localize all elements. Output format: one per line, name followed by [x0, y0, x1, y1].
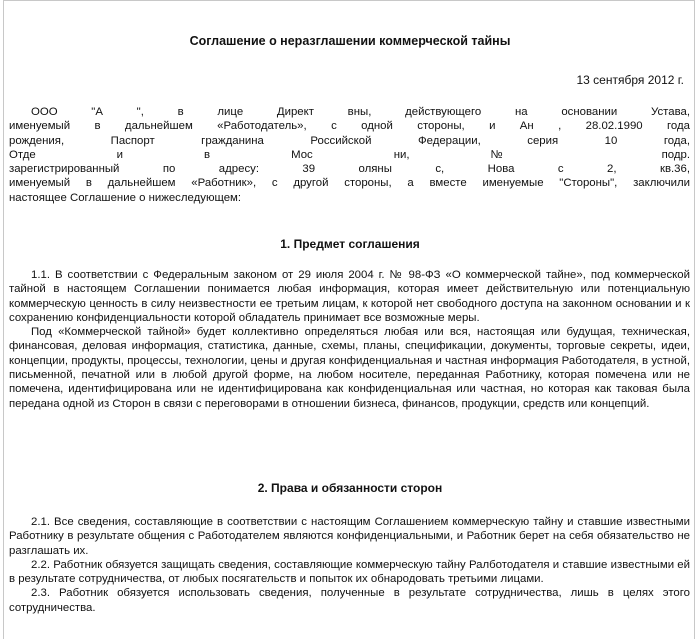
document-date: 13 сентября 2012 г.: [576, 73, 684, 87]
document-title: Соглашение о неразглашении коммерческой тайны: [189, 34, 511, 48]
preamble-line: настоящее Соглашение о нижеследующем:: [9, 191, 242, 204]
preamble-line: именуемый в дальнейшем «Работодатель», с одной стороны, и Ан , 28.02.1990 года: [9, 120, 690, 133]
preamble: [9, 105, 690, 205]
section-heading: 2. Права и обязанности сторон: [257, 481, 443, 495]
paragraph: Под «Коммерческой тайной» будет коллективно определяться любая или вся, настоящая или будущая, техническая, финансовая, деловая информация, статистика, данные, схемы, планы, спецификации, документы, торговые секреты, идеи, концепции, продукты, процессы, технологии, цены и другая конфиденциальная и частная информация Работодателя, в устной, письменной, печатной или в любой другой форме, на любом носителе, переданная Работнику, которая помечена или не помечена, идентифицирована или не идентифицирована как конфиденциальная или частная, но которая как таковая была передана одной из Сторон в связи с переговорами в отношении бизнеса, финансов, продукции, средств или концепций.: [9, 326, 690, 410]
preamble-line: именуемый в дальнейшем «Работник», с другой стороны, а вместе именуемые "Стороны", заключили: [9, 177, 690, 190]
paragraph: 2.3. Работник обязуется использовать сведения, полученные в результате сотрудничества, лишь в целях этого сотрудничества.: [9, 587, 690, 614]
paragraph: 1.1. В соответствии с Федеральным законом от 29 июля 2004 г. № 98-ФЗ «О коммерческой тайне», под коммерческой тайной в настоящем Соглашении понимается любая информация, которая имеет действительную или потенциальную коммерческую ценность в силу неизвестности ее третьим лицам, к которой нет свободного доступа на законном основании и к сохранению конфиденциальности которой обладатель принимает все возможные меры.: [9, 269, 690, 324]
section-body: [9, 268, 690, 411]
paragraph: 2.2. Работник обязуется защищать сведения, составляющие коммерческую тайну Ралботодателя и ставшие известными ей в результате сотрудничества, от любых посягательств и попыток их обнародовать третьими лицами.: [9, 558, 690, 586]
section-body: [9, 515, 690, 615]
preamble-line: рождения, Паспорт гражданина Российской Федерации, серия 10 года,: [9, 134, 690, 147]
document-page: [3, 0, 695, 639]
section-heading: 1. Предмет соглашения: [280, 237, 420, 251]
preamble-line: Отде и в Мос ни, № подр.: [9, 148, 690, 161]
preamble-line: ООО "А ", в лице Директ вны, действующего на основании Устава,: [31, 106, 690, 118]
preamble-line: зарегистрированный по адресу: 39 оляны с, Нова с 2, кв.36,: [9, 163, 690, 176]
paragraph: 2.1. Все сведения, составляющие в соответствии с настоящим Соглашением коммерческую тайну и ставшие известными Работнику в результате общения с Работодателем являются конфиденциальными, и Работник берет на себя обязательство не разглашать их.: [9, 516, 690, 557]
